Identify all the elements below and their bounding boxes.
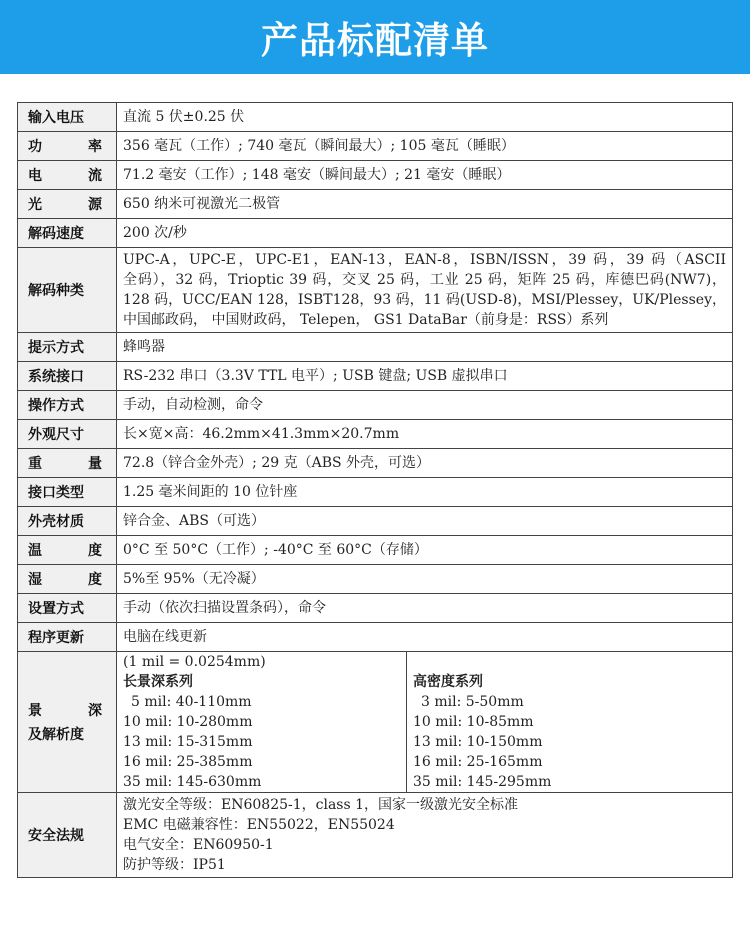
spec-label (18, 190, 117, 219)
symbology-line: 中国邮政码， 中国财政码， Telepen， GS1 DataBar（前身是：RSS）系列 (123, 312, 609, 328)
spec-row-regulatory (18, 793, 733, 878)
resolution-item: 3 mil: 5-50mm (421, 694, 524, 710)
regulatory-line: 电气安全：EN60950-1 (123, 837, 274, 853)
spec-value: 0°C 至 50°C（工作）; -40°C 至 60°C（存储） (117, 536, 733, 565)
resolution-item: 16 mil: 25-385mm (123, 754, 253, 770)
label-text: 设置方式 (28, 601, 84, 617)
spec-row-current (18, 161, 733, 190)
spec-label (18, 132, 117, 161)
label-char: 量 (88, 456, 102, 472)
spec-value: 650 纳米可视激光二极管 (117, 190, 733, 219)
symbology-line: 128 码，UCC/EAN 128，ISBT128，93 码，11 码(USD-8)，MSI/Plessey，UK/Plessey， (123, 292, 726, 308)
spec-label (18, 103, 117, 132)
label-text: 解码速度 (28, 226, 84, 242)
spec-label (18, 449, 117, 478)
depth-column-long-range (117, 652, 407, 792)
label-char: 景 (28, 703, 42, 719)
regulatory-line: EMC 电磁兼容性：EN55022，EN55024 (123, 817, 395, 833)
resolution-item: 13 mil: 15-315mm (123, 734, 253, 750)
spec-label (18, 565, 117, 594)
spec-label (18, 623, 117, 652)
spec-value: RS-232 串口（3.3V TTL 电平）; USB 键盘; USB 虚拟串口 (117, 362, 733, 391)
label-char: 重 (28, 456, 42, 472)
label-text: 程序更新 (28, 630, 84, 646)
resolution-item: 35 mil: 145-630mm (123, 774, 262, 790)
label-text: 解码种类 (28, 283, 84, 299)
spec-value: 1.25 毫米间距的 10 位针座 (117, 478, 733, 507)
label-text: 及解析度 (28, 727, 84, 743)
depth-table (117, 652, 732, 792)
label-text: 提示方式 (28, 340, 84, 356)
label-text: 接口类型 (28, 485, 84, 501)
spec-row-decode-speed (18, 219, 733, 248)
label-char: 流 (88, 168, 102, 184)
resolution-item: 13 mil: 10-150mm (413, 734, 543, 750)
spec-row-housing (18, 507, 733, 536)
spec-row-firmware-update (18, 623, 733, 652)
label-text: 输入电压 (28, 110, 84, 126)
spec-label (18, 478, 117, 507)
spec-value: 200 次/秒 (117, 219, 733, 248)
resolution-item: 35 mil: 145-295mm (413, 774, 552, 790)
regulatory-line: 激光安全等级：EN60825-1，class 1，国家一级激光安全标准 (123, 797, 519, 813)
spec-row-depth-of-field (18, 652, 733, 793)
label-char: 湿 (28, 572, 42, 588)
spec-label (18, 536, 117, 565)
spec-row-operation (18, 391, 733, 420)
spec-value: 手动（依次扫描设置条码），命令 (117, 594, 733, 623)
spec-value: 锌合金、ABS（可选） (117, 507, 733, 536)
label-char: 光 (28, 197, 42, 213)
label-char: 功 (28, 139, 42, 155)
series-title: 高密度系列 (413, 674, 483, 690)
spec-row-configuration (18, 594, 733, 623)
spec-value: 手动，自动检测，命令 (117, 391, 733, 420)
label-char: 电 (28, 168, 42, 184)
spec-label (18, 219, 117, 248)
unit-note: (1 mil = 0.0254mm) (123, 654, 266, 670)
resolution-item: 10 mil: 10-85mm (413, 714, 534, 730)
label-char: 源 (88, 197, 102, 213)
label-char: 率 (88, 139, 102, 155)
label-text: 安全法规 (28, 828, 84, 844)
spec-row-symbologies (18, 248, 733, 333)
spec-label (18, 594, 117, 623)
resolution-item: 10 mil: 10-280mm (123, 714, 253, 730)
label-char: 度 (88, 572, 102, 588)
label-char: 温 (28, 543, 42, 559)
page-title: 产品标配清单 (261, 19, 489, 62)
spec-row-beeper (18, 333, 733, 362)
spec-value (117, 793, 733, 878)
spec-row-connector (18, 478, 733, 507)
spec-label (18, 391, 117, 420)
label-text: 操作方式 (28, 398, 84, 414)
spec-label (18, 652, 117, 793)
spec-label (18, 793, 117, 878)
resolution-item: 5 mil: 40-110mm (131, 694, 252, 710)
spec-value: 5%至 95%（无冷凝） (117, 565, 733, 594)
spec-row-temperature (18, 536, 733, 565)
label-text: 外壳材质 (28, 514, 84, 530)
spec-row-weight (18, 449, 733, 478)
spec-value (117, 652, 733, 793)
spec-row-interface (18, 362, 733, 391)
spec-label (18, 420, 117, 449)
spec-value: 长×宽×高：46.2mm×41.3mm×20.7mm (117, 420, 733, 449)
label-char: 深 (88, 703, 102, 719)
spec-label (18, 507, 117, 536)
spec-row-humidity (18, 565, 733, 594)
spec-row-power (18, 132, 733, 161)
spec-row-light-source (18, 190, 733, 219)
spec-value (117, 248, 733, 333)
resolution-item: 16 mil: 25-165mm (413, 754, 543, 770)
spec-label (18, 161, 117, 190)
depth-column-high-density (407, 652, 733, 792)
spec-row-dimensions (18, 420, 733, 449)
spec-value: 356 毫瓦（工作）; 740 毫瓦（瞬间最大）; 105 毫瓦（睡眠） (117, 132, 733, 161)
spec-value: 直流 5 伏±0.25 伏 (117, 103, 733, 132)
label-text: 外观尺寸 (28, 427, 84, 443)
title-banner (0, 0, 750, 74)
spec-row-input-voltage (18, 103, 733, 132)
spec-label (18, 362, 117, 391)
spec-value: 72.8（锌合金外壳）; 29 克（ABS 外壳，可选） (117, 449, 733, 478)
label-char: 度 (88, 543, 102, 559)
symbology-line: 全码），32 码，Trioptic 39 码，交叉 25 码，工业 25 码，矩阵 25 码，库德巴码(NW7)， (123, 272, 726, 288)
spec-value: 电脑在线更新 (117, 623, 733, 652)
symbology-line: UPC-A，UPC-E，UPC-E1，EAN-13，EAN-8，ISBN/ISSN，39 码，39 码（ASCII (123, 252, 726, 268)
series-title: 长景深系列 (123, 674, 193, 690)
spec-value: 蜂鸣器 (117, 333, 733, 362)
spec-label (18, 333, 117, 362)
spec-value: 71.2 毫安（工作）; 148 毫安（瞬间最大）; 21 毫安（睡眠） (117, 161, 733, 190)
label-text: 系统接口 (28, 369, 84, 385)
spec-label (18, 248, 117, 333)
spec-table (17, 102, 733, 878)
regulatory-line: 防护等级：IP51 (123, 857, 226, 873)
